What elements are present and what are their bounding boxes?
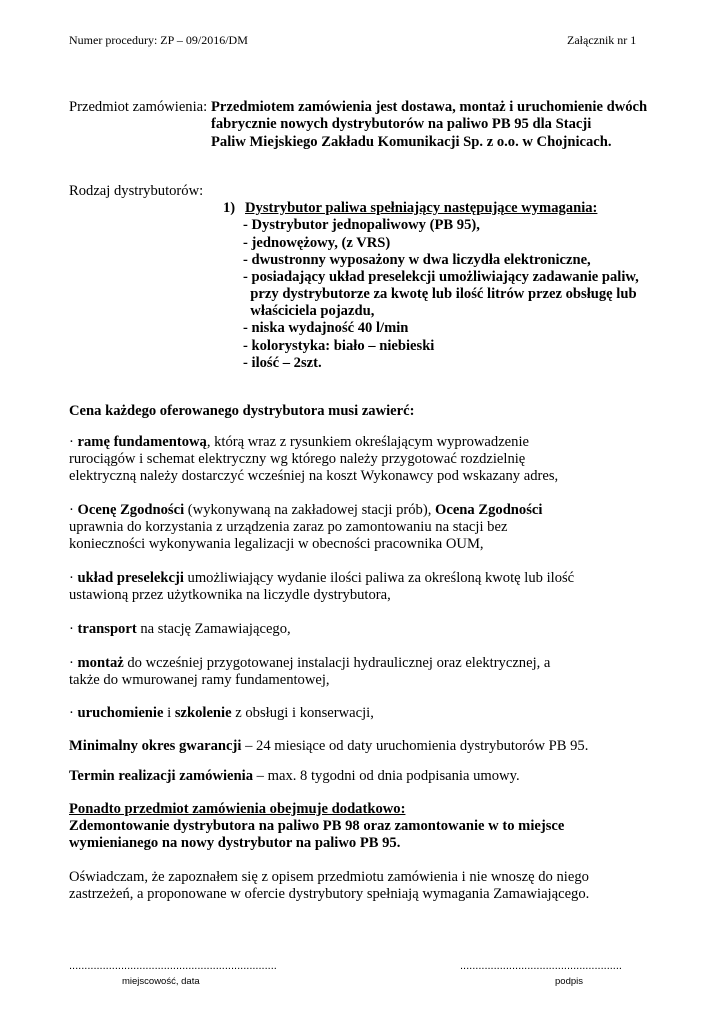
assembly-item: · montaż do wcześniej przygotowanej instalacji hydraulicznej oraz elektrycznej, a [69, 655, 551, 671]
subject-line-3: Paliw Miejskiego Zakładu Komunikacji Sp. z o.o. w Chojnicach. [211, 134, 612, 150]
requirement-3: - dwustronny wyposażony w dwa liczydła elektroniczne, [243, 252, 591, 268]
transport-item: · transport na stację Zamawiającego, [69, 621, 291, 637]
conformity-mid: (wykonywaną na zakładowej stacji prób), [184, 502, 435, 518]
subject-line-2: fabrycznie nowych dystrybutorów na paliwo PB 95 dla Stacji [211, 116, 592, 132]
subject-label: Przedmiot zamówienia: [69, 99, 208, 115]
frame-bold: ramę fundamentową [77, 434, 207, 450]
requirement-8: - kolorystyka: biało – niebieski [243, 338, 435, 354]
startup-item: · uruchomienie i szkolenie z obsługi i konserwacji, [69, 705, 374, 721]
frame-rest: , którą wraz z rysunkiem określającym wyprowadzenie [206, 434, 529, 450]
startup-rest: z obsługi i konserwacji, [231, 705, 374, 721]
item-number: 1) [223, 200, 236, 216]
declaration-line-1: Oświadczam, że zapoznałem się z opisem przedmiotu zamówienia i nie wnoszę do niego [69, 869, 589, 885]
assembly-rest: do wcześniej przygotowanej instalacji hydraulicznej oraz elektrycznej, a [123, 655, 551, 671]
conformity-line-2: uprawnia do korzystania z urządzenia zaraz po zamontowaniu na stacji bez [69, 519, 508, 535]
startup-bold-1: uruchomienie [77, 705, 164, 721]
requirement-5: przy dystrybutorze za kwotę lub ilość litrów przez obsługę lub [243, 286, 637, 302]
item-heading: Dystrybutor paliwa spełniający następujące wymagania: [245, 200, 598, 216]
requirement-7: - niska wydajność 40 l/min [243, 320, 409, 336]
subject-line-1: Przedmiotem zamówienia jest dostawa, montaż i uruchomienie dwóch [211, 99, 648, 115]
requirement-4: - posiadający układ preselekcji umożliwiający zadawanie paliw, [243, 269, 639, 285]
preselection-bold: układ preselekcji [77, 570, 184, 586]
warranty-bold: Minimalny okres gwarancji [69, 738, 242, 754]
signature-dots: ..................................................... [460, 960, 622, 972]
frame-line-3: elektryczną należy dostarczyć wcześniej na koszt Wykonawcy pod wskazany adres, [69, 468, 559, 484]
transport-rest: na stację Zamawiającego, [136, 621, 291, 637]
preselection-line-2: ustawioną przez użytkownika na liczydle dystrybutora, [69, 587, 391, 603]
conformity-bold-2: Ocena Zgodności [435, 502, 543, 518]
place-date-dots: .................................................................... [69, 960, 277, 972]
warranty-rest: – 24 miesiące od daty uruchomienia dystrybutorów PB 95. [241, 738, 589, 754]
requirement-6: właściciela pojazdu, [243, 303, 375, 319]
transport-bold: transport [77, 621, 137, 637]
additional-heading: Ponadto przedmiot zamówienia obejmuje dodatkowo: [69, 801, 406, 817]
place-date-caption: miejscowość, data [122, 976, 200, 987]
declaration-line-2: zastrzeżeń, a proponowane w ofercie dystrybutory spełniają wymagania Zamawiającego. [69, 886, 590, 902]
requirement-2: - jednowężowy, (z VRS) [243, 235, 391, 251]
conformity-bold-1: Ocenę Zgodności [77, 502, 185, 518]
conformity-line-3: konieczności wykonywania legalizacji w obecności pracownika OUM, [69, 536, 484, 552]
type-label: Rodzaj dystrybutorów: [69, 183, 204, 199]
requirement-9: - ilość – 2szt. [243, 355, 322, 371]
attachment-number: Załącznik nr 1 [567, 33, 637, 47]
frame-item: · ramę fundamentową, którą wraz z rysunkiem określającym wyprowadzenie [69, 434, 529, 450]
procedure-number: Numer procedury: ZP – 09/2016/DM [69, 33, 248, 47]
price-heading: Cena każdego oferowanego dystrybutora musi zawierć: [69, 403, 415, 419]
requirement-1: - Dystrybutor jednopaliwowy (PB 95), [243, 217, 480, 233]
deadline-rest: – max. 8 tygodni od dnia podpisania umowy. [253, 768, 520, 784]
deadline [69, 768, 520, 785]
startup-mid: i [163, 705, 175, 721]
preselection-item: · układ preselekcji umożliwiający wydanie ilości paliwa za określoną kwotę lub ilość [69, 570, 575, 586]
warranty [69, 738, 588, 755]
assembly-bold: montaż [77, 655, 124, 671]
signature-caption: podpis [555, 976, 583, 987]
assembly-line-2: także do wmurowanej ramy fundamentowej, [69, 672, 330, 688]
preselection-rest: umożliwiający wydanie ilości paliwa za określoną kwotę lub ilość [183, 570, 575, 586]
additional-line-2: wymienianego na nowy dystrybutor na paliwo PB 95. [69, 835, 401, 851]
additional-line-1: Zdemontowanie dystrybutora na paliwo PB 98 oraz zamontowanie w to miejsce [69, 818, 565, 834]
conformity-item: · Ocenę Zgodności (wykonywaną na zakładowej stacji prób), Ocena Zgodności [69, 502, 543, 518]
startup-bold-2: szkolenie [174, 705, 232, 721]
deadline-bold: Termin realizacji zamówienia [69, 768, 254, 784]
frame-line-2: rurociągów i schemat elektryczny wg którego należy przygotować rozdzielnię [69, 451, 526, 467]
